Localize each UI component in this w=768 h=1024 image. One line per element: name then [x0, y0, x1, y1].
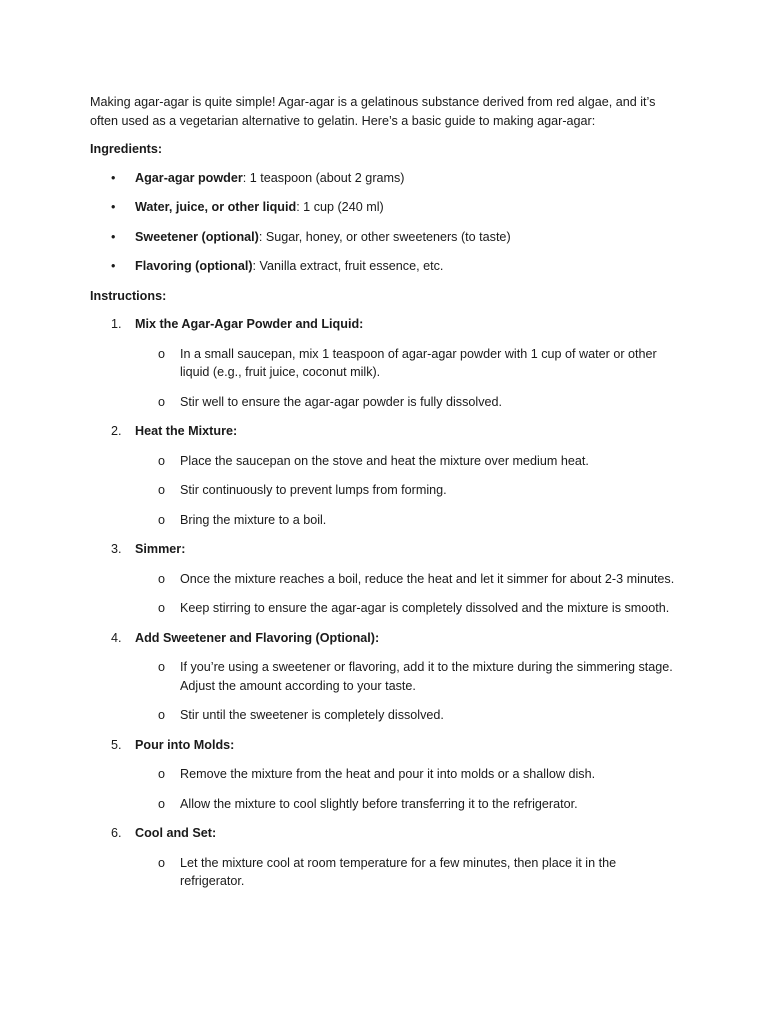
step-sub-item: [90, 854, 680, 891]
sub-bullet-icon: o: [158, 483, 166, 497]
step-sub-list: [90, 452, 680, 530]
ingredient-name: Flavoring (optional): [135, 259, 253, 273]
step-item: [90, 315, 680, 411]
document-body: [90, 93, 680, 902]
step-title: [90, 824, 680, 843]
step-sub-item: [90, 393, 680, 412]
step-item: [90, 540, 680, 618]
step-title-text: Add Sweetener and Flavoring (Optional):: [135, 630, 380, 645]
step-sub-item: [90, 570, 680, 589]
step-sub-text: Stir well to ensure the agar-agar powder is fully dissolved.: [180, 394, 502, 409]
step-title-text: Mix the Agar-Agar Powder and Liquid:: [135, 317, 364, 331]
ingredient-name: Sweetener (optional): [135, 229, 259, 244]
step-sub-text: Stir continuously to prevent lumps from forming.: [180, 483, 447, 497]
ingredient-detail: : Vanilla extract, fruit essence, etc.: [252, 259, 444, 273]
step-sub-list: [90, 658, 680, 725]
ingredients-heading: Ingredients:: [90, 142, 163, 156]
step-sub-list: [90, 765, 680, 813]
step-sub-text: Keep stirring to ensure the agar-agar is completely dissolved and the mixture is smooth.: [180, 601, 670, 615]
step-sub-text: If you’re using a sweetener or flavoring, add it to the mixture during the simmering stage. Adjust the amount according to your taste.: [180, 660, 673, 693]
step-sub-list: [90, 570, 680, 618]
step-sub-text: Allow the mixture to cool slightly before transferring it to the refrigerator.: [180, 796, 578, 811]
step-title-text: Pour into Molds:: [135, 737, 235, 752]
step-number: 1.: [111, 317, 122, 331]
bullet-icon: •: [111, 200, 116, 214]
step-sub-item: [90, 452, 680, 471]
step-title: [90, 422, 680, 441]
step-sub-text: Place the saucepan on the stove and heat the mixture over medium heat.: [180, 453, 589, 468]
step-sub-item: [90, 345, 680, 382]
sub-bullet-icon: o: [158, 453, 166, 468]
step-number: 5.: [111, 737, 122, 752]
step-number: 2.: [111, 424, 122, 438]
step-item: [90, 824, 680, 891]
sub-bullet-icon: o: [158, 571, 166, 586]
step-sub-list: [90, 345, 680, 412]
step-number: 6.: [111, 826, 122, 840]
ingredient-item: [90, 228, 680, 247]
ingredients-list: [90, 169, 680, 276]
step-title: [90, 315, 680, 334]
ingredient-name: Agar-agar powder: [135, 170, 243, 185]
ingredient-item: [90, 169, 680, 188]
step-item: [90, 736, 680, 814]
step-title: [90, 540, 680, 559]
bullet-icon: •: [111, 259, 116, 273]
step-sub-item: [90, 706, 680, 725]
sub-bullet-icon: o: [158, 767, 166, 781]
step-sub-item: [90, 795, 680, 814]
ingredient-detail: : 1 teaspoon (about 2 grams): [242, 170, 405, 185]
bullet-icon: •: [111, 229, 116, 244]
step-sub-item: [90, 481, 680, 500]
step-title: [90, 736, 680, 755]
step-number: 3.: [111, 542, 122, 556]
step-title: [90, 629, 680, 648]
bullet-icon: •: [111, 170, 116, 185]
step-sub-item: [90, 511, 680, 530]
ingredient-name: Water, juice, or other liquid: [135, 200, 297, 214]
step-sub-text: Bring the mixture to a boil.: [180, 512, 327, 527]
step-item: [90, 422, 680, 529]
sub-bullet-icon: o: [158, 708, 166, 722]
ingredient-detail: : Sugar, honey, or other sweeteners (to taste): [258, 229, 511, 244]
ingredient-item: [90, 257, 680, 276]
sub-bullet-icon: o: [158, 855, 166, 870]
sub-bullet-icon: o: [158, 512, 166, 527]
step-title-text: Simmer:: [135, 542, 186, 556]
step-number: 4.: [111, 630, 122, 645]
instructions-list: [90, 315, 680, 891]
instructions-heading: Instructions:: [90, 288, 167, 303]
step-sub-list: [90, 854, 680, 891]
intro-paragraph: Making agar-agar is quite simple! Agar-agar is a gelatinous substance derived from red algae, and it’s often used as a vegetarian alternative to gelatin. Here’s a basic guide to making agar-agar:: [90, 95, 656, 128]
step-sub-text: Once the mixture reaches a boil, reduce the heat and let it simmer for about 2-3 minutes.: [180, 571, 675, 586]
sub-bullet-icon: o: [158, 346, 166, 361]
step-item: [90, 629, 680, 725]
sub-bullet-icon: o: [158, 394, 166, 409]
ingredient-detail: : 1 cup (240 ml): [296, 200, 384, 214]
step-sub-text: Remove the mixture from the heat and pour it into molds or a shallow dish.: [180, 767, 596, 781]
sub-bullet-icon: o: [158, 796, 166, 811]
step-sub-text: Let the mixture cool at room temperature for a few minutes, then place it in the refrigerator.: [180, 855, 617, 888]
step-sub-item: [90, 658, 680, 695]
sub-bullet-icon: o: [158, 601, 166, 615]
step-title-text: Heat the Mixture:: [135, 424, 238, 438]
step-sub-text: In a small saucepan, mix 1 teaspoon of agar-agar powder with 1 cup of water or other liquid (e.g., fruit juice, coconut milk).: [180, 346, 657, 379]
step-title-text: Cool and Set:: [135, 826, 217, 840]
sub-bullet-icon: o: [158, 660, 166, 674]
step-sub-text: Stir until the sweetener is completely dissolved.: [180, 708, 444, 722]
ingredient-item: [90, 198, 680, 217]
step-sub-item: [90, 765, 680, 784]
step-sub-item: [90, 599, 680, 618]
